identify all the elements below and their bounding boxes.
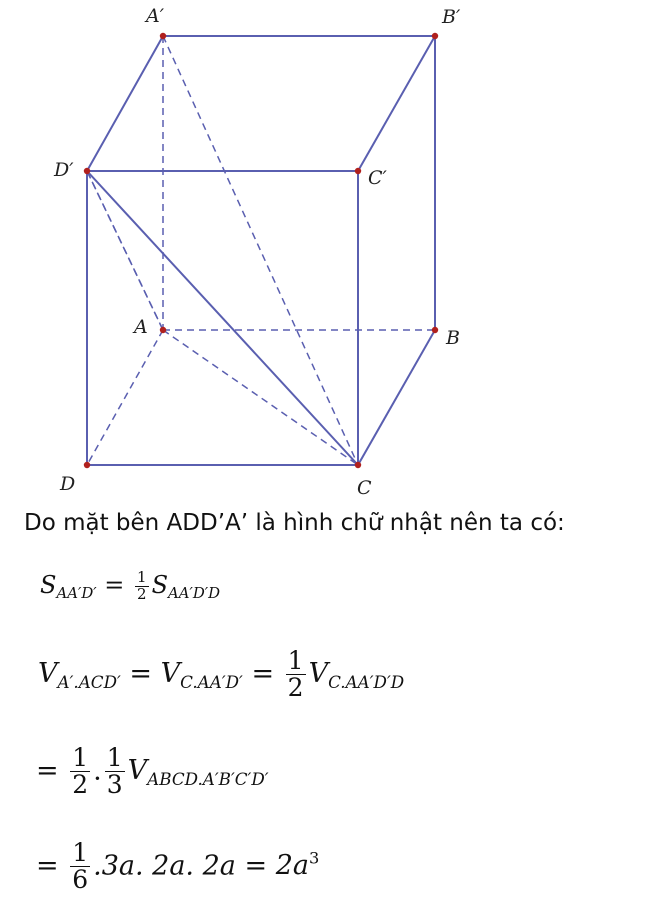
eq3-fraction-2: $\frac{1}{3}$ (106, 743, 123, 800)
eq4-fraction: $\frac{1}{6}$ (72, 838, 89, 895)
eq2-v1: $V_{A'.ACD'}$ (38, 658, 121, 693)
dashed-edge (87, 330, 163, 465)
eq4-equals: = (36, 850, 59, 882)
intro-text: Do mặt bên ADD’A’ là hình chữ nhật nên ta có: (24, 510, 565, 536)
eq4-equals-2: = (244, 850, 268, 882)
vertex-label: B (446, 327, 460, 349)
vertex-point (160, 33, 166, 39)
vertex-label: D (60, 473, 76, 495)
vertex-point (160, 327, 166, 333)
vertex-point (84, 168, 90, 174)
eq2-fraction: $\frac{1}{2}$ (287, 646, 304, 703)
vertex-point (84, 462, 90, 468)
eq2-equals-2: = (251, 658, 275, 690)
eq1-lhs: $S_{AA'D'}$ (40, 570, 97, 602)
eq2-v2: $V_{C.AA'D'}$ (160, 658, 243, 693)
eq3-equals: = (36, 755, 59, 787)
eq4-result: $2a^3$ (275, 848, 320, 882)
dashed-edge (163, 36, 358, 465)
eq3-volume: $V_{ABCD.A'B'C'D'}$ (127, 755, 269, 790)
eq2-equals-1: = (129, 658, 153, 690)
eq1-equals: = (104, 570, 125, 599)
vertex-label: B′ (442, 6, 461, 28)
eq3-dot: . (93, 755, 102, 787)
vertex-label: D′ (54, 159, 74, 181)
vertex-label: C′ (368, 167, 387, 189)
solid-edge (87, 171, 358, 465)
eq3-fraction-1: $\frac{1}{2}$ (72, 743, 89, 800)
eq4-expression: .3a. 2a. 2a (93, 850, 236, 882)
vertex-label: A (134, 316, 148, 338)
eq1-rhs: $S_{AA'D'D}$ (151, 570, 221, 602)
vertex-point (355, 168, 361, 174)
vertex-point (432, 33, 438, 39)
equation-volume-fraction (36, 745, 269, 799)
solid-edge (87, 36, 163, 171)
equation-volume (38, 648, 404, 702)
eq2-v3: $V_{C.AA'D'D}$ (308, 658, 405, 693)
dashed-edge (163, 330, 358, 465)
dashed-edge (87, 171, 163, 330)
vertex-point (432, 327, 438, 333)
vertex-point (355, 462, 361, 468)
vertex-label: C (357, 477, 372, 499)
equation-area (40, 570, 220, 603)
equation-result (36, 840, 319, 894)
vertex-label: A′ (146, 5, 165, 27)
eq1-fraction: $\frac{1}{2}$ (137, 568, 147, 603)
solid-edge (358, 330, 435, 465)
solid-edge (358, 36, 435, 171)
